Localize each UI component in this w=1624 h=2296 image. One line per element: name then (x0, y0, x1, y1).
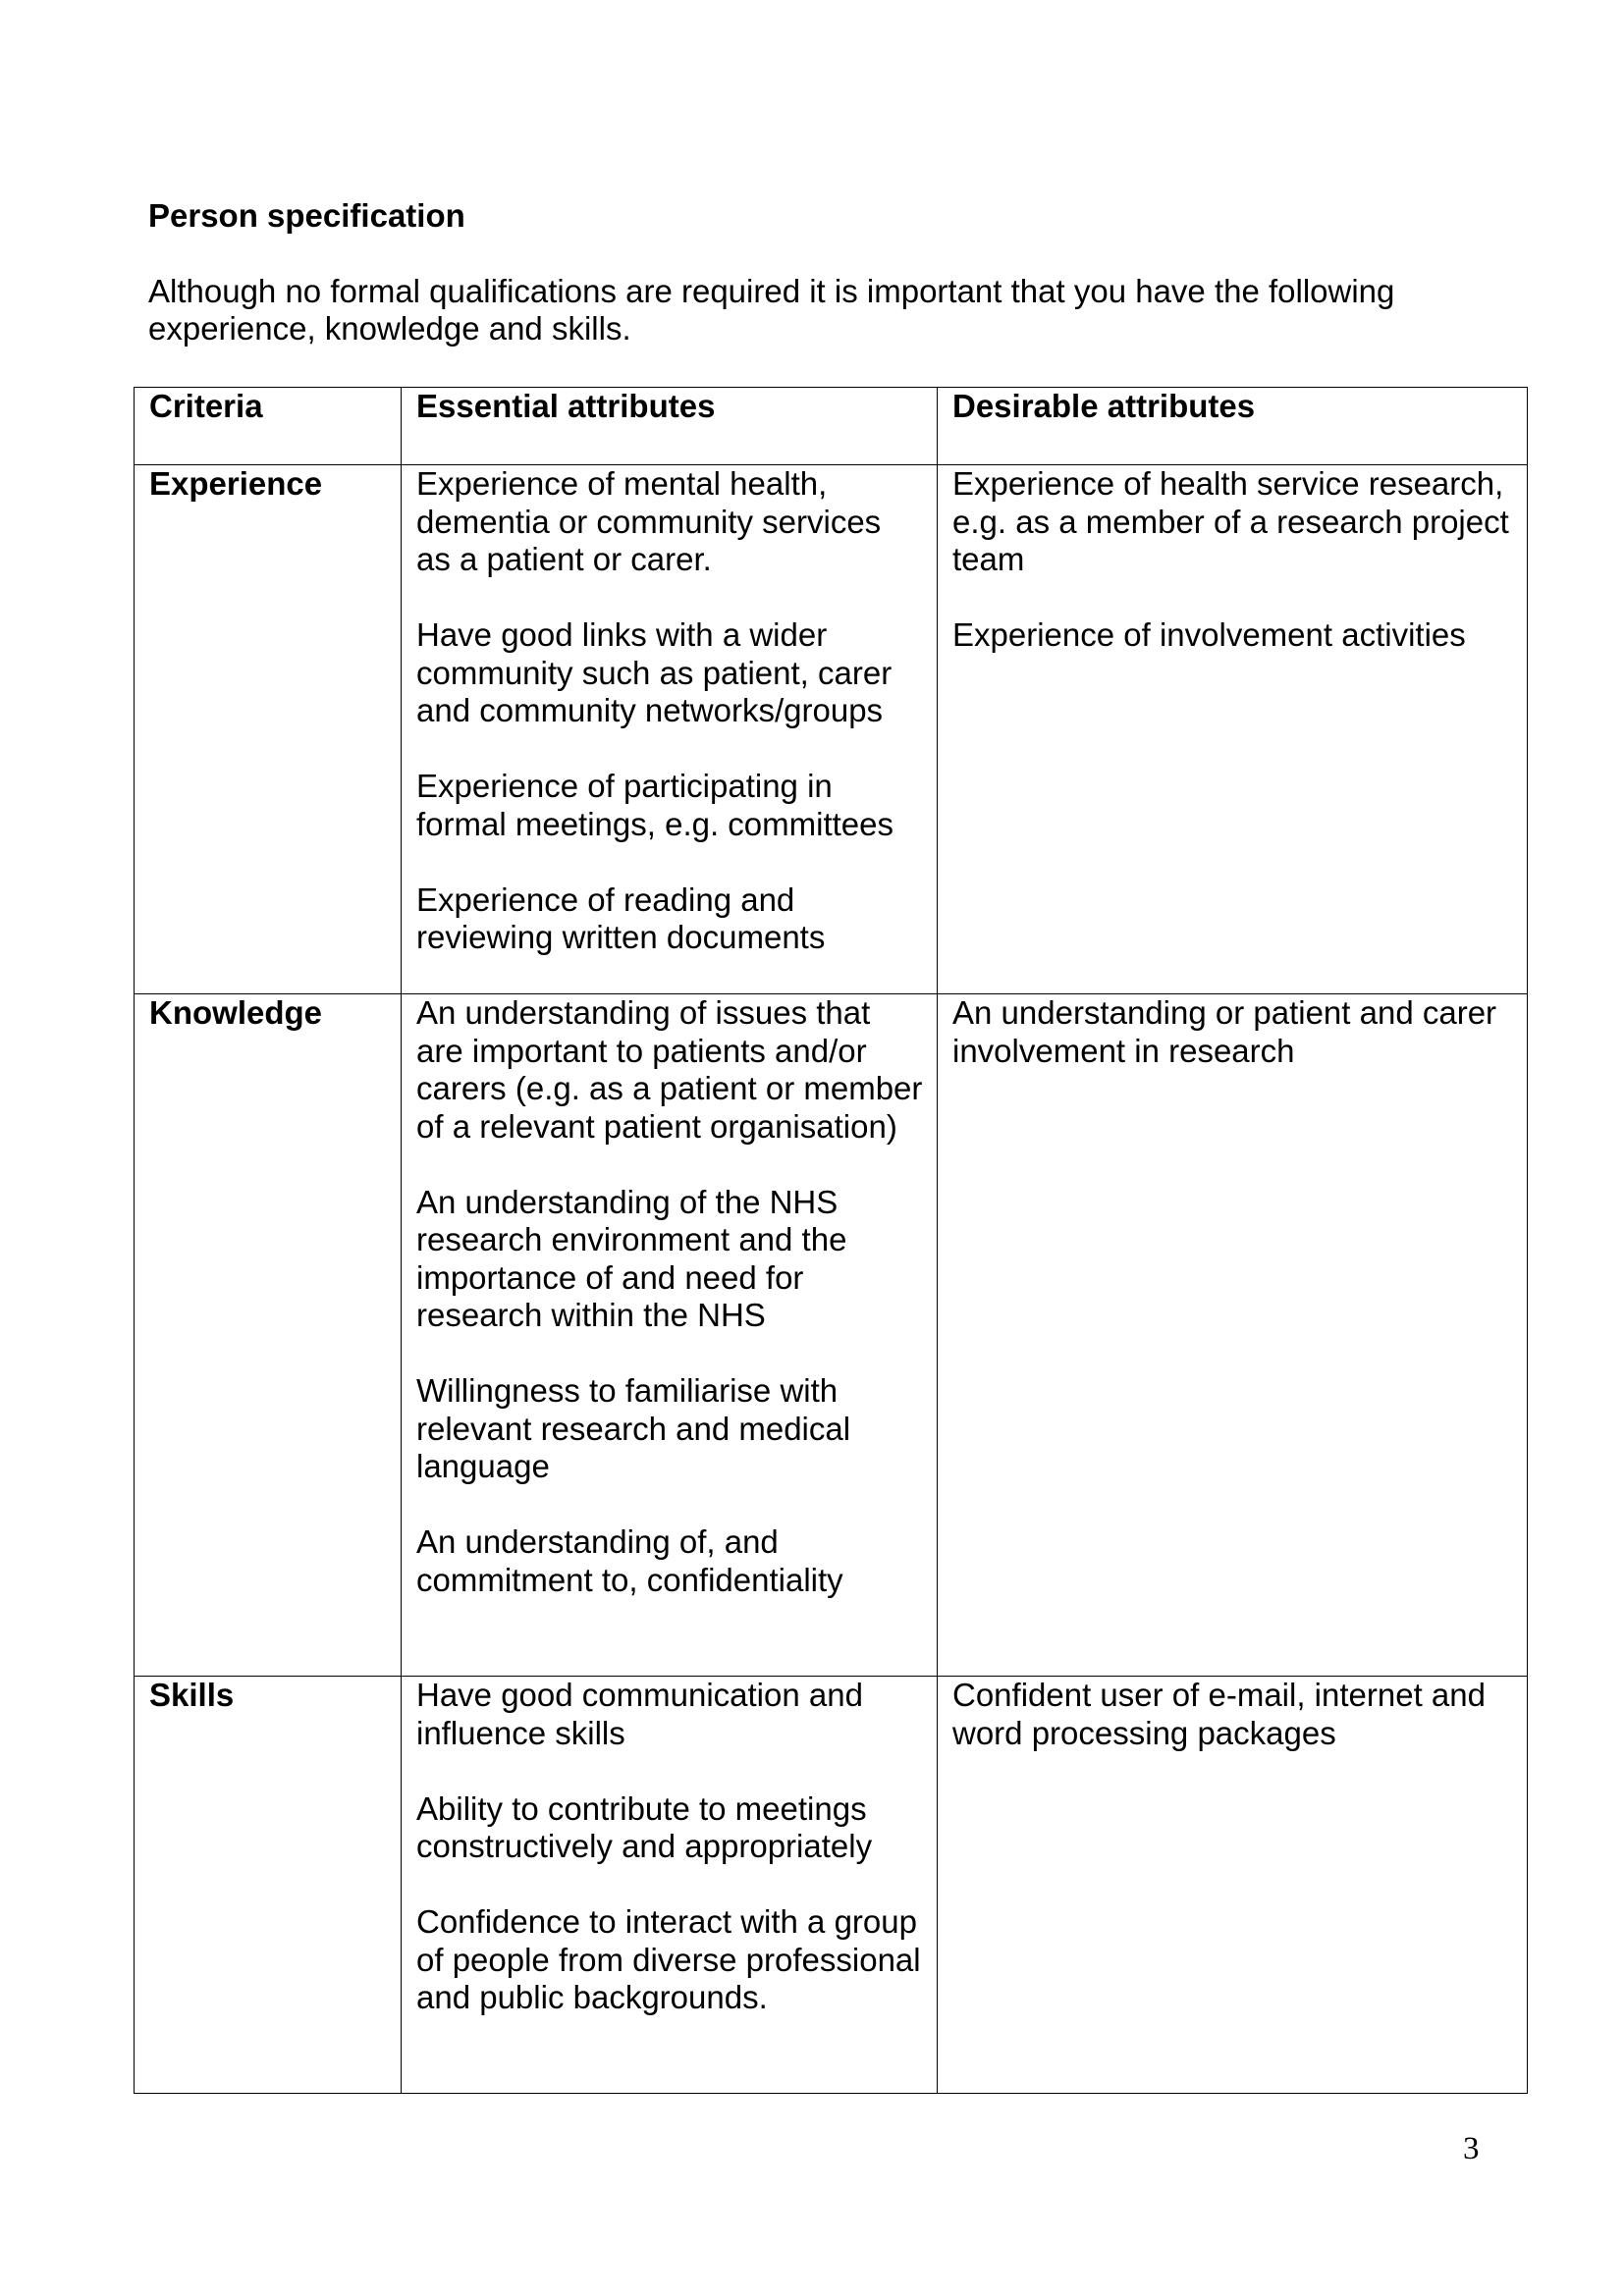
table-row-knowledge (135, 994, 1528, 1677)
essential-item: An understanding of the NHS research environment and the importance of and need for research within the NHS (416, 1183, 847, 1333)
essential-item: Experience of mental health, dementia or community services as a patient or carer. (416, 465, 882, 577)
essential-item: Experience of reading and reviewing written documents (416, 881, 826, 955)
essential-item: An understanding of, and commitment to, confidentiality (416, 1523, 843, 1598)
essential-item: Have good links with a wider community such as patient, carer and community networks/groups (416, 616, 893, 728)
desirable-cell (938, 994, 1528, 1677)
criteria-cell (135, 1677, 402, 2094)
page-number: 3 (1463, 2131, 1480, 2166)
essential-item: Willingness to familiarise with relevant research and medical language (416, 1372, 851, 1484)
table-row-experience (135, 465, 1528, 994)
desirable-item: Experience of health service research, e.g. as a member of a research project team (952, 465, 1509, 577)
table-header-row (135, 388, 1528, 465)
person-specification-table (134, 387, 1528, 2094)
desirable-item: Experience of involvement activities (952, 616, 1466, 653)
essential-item: Experience of participating in formal meetings, e.g. committees (416, 768, 894, 842)
desirable-cell (938, 1677, 1528, 2094)
criteria-cell (135, 465, 402, 994)
desirable-item: Confident user of e-mail, internet and word processing packages (952, 1677, 1486, 1751)
page-heading: Person specification (148, 197, 465, 234)
intro-paragraph: Although no formal qualifications are required it is important that you have the following experience, knowledge and skills. (148, 273, 1395, 347)
header-essential-attributes: Essential attributes (402, 388, 938, 465)
essential-item: An understanding of issues that are important to patients and/or carers (e.g. as a patient or member of a relevant patient organisation) (416, 994, 923, 1145)
criteria-label: Skills (149, 1677, 235, 1713)
criteria-label: Experience (149, 465, 323, 502)
header-criteria: Criteria (135, 388, 402, 465)
header-desirable-attributes: Desirable attributes (938, 388, 1528, 465)
essential-item: Ability to contribute to meetings constructively and appropriately (416, 1789, 873, 1864)
desirable-cell (938, 465, 1528, 994)
table-row-skills (135, 1677, 1528, 2094)
criteria-cell (135, 994, 402, 1677)
essential-cell (402, 1677, 938, 2094)
essential-item: Have good communication and influence skills (416, 1677, 863, 1751)
essential-cell (402, 465, 938, 994)
criteria-label: Knowledge (149, 994, 323, 1031)
essential-cell (402, 994, 938, 1677)
essential-item: Confidence to interact with a group of people from diverse professional and public backgrounds. (416, 1903, 921, 2015)
desirable-item: An understanding or patient and carer involvement in research (952, 994, 1497, 1069)
